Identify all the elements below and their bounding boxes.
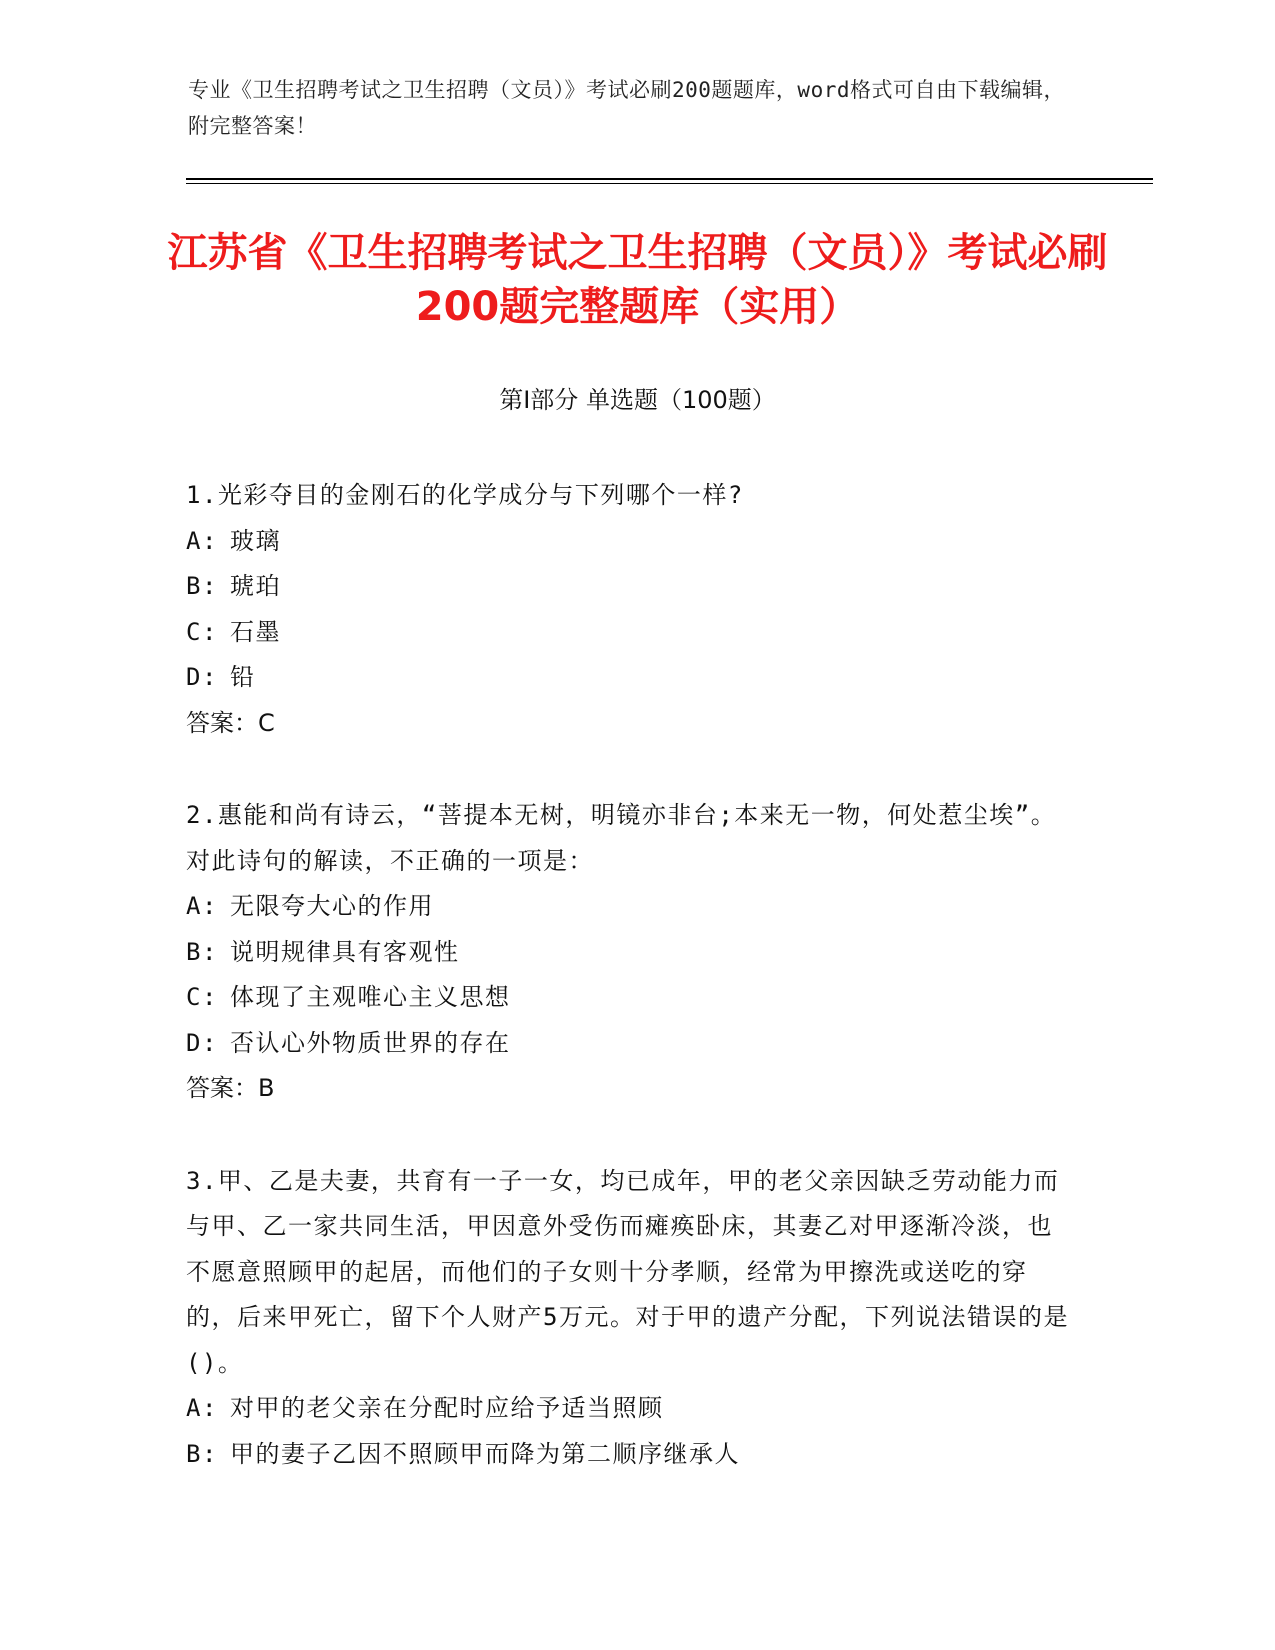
- option-d: [186, 655, 1071, 701]
- option-text: 铅: [230, 663, 256, 691]
- question-3: [186, 1159, 1071, 1478]
- option-letter: D:: [186, 663, 218, 691]
- option-a: [186, 519, 1071, 565]
- option-text: 甲的妻子乙因不照顾甲而降为第二顺序继承人: [230, 1439, 740, 1468]
- option-c: [186, 975, 1071, 1021]
- option-d: [186, 1021, 1071, 1067]
- answer-line: 答案：C: [186, 708, 275, 737]
- option-text: 体现了主观唯心主义思想: [230, 983, 511, 1011]
- question-stem: 1.光彩夺目的金刚石的化学成分与下列哪个一样?: [186, 481, 744, 509]
- option-b: [186, 1432, 1071, 1478]
- option-a: [186, 1386, 1071, 1432]
- option-b: [186, 930, 1071, 976]
- option-text: 玻璃: [230, 526, 281, 555]
- option-letter: D:: [186, 1028, 218, 1057]
- option-letter: A:: [186, 892, 218, 920]
- answer-line: 答案：B: [186, 1074, 275, 1102]
- question-stem: 3.甲、乙是夫妻，共育有一子一女，均已成年，甲的老父亲因缺乏劳动能力而与甲、乙一家共同生活，甲因意外受伤而瘫痪卧床，其妻乙对甲逐渐冷淡，也不愿意照顾甲的起居，而他们的子女则十分孝顺，经常为甲擦洗或送吃的穿的，后来甲死亡，留下个人财产5万元。对于甲的遗产分配，下列说法错误的是()。: [186, 1166, 1069, 1377]
- option-text: 对甲的老父亲在分配时应给予适当照顾: [230, 1394, 664, 1422]
- option-text: 否认心外物质世界的存在: [230, 1028, 511, 1057]
- question-list: [186, 473, 1071, 1524]
- option-text: 无限夸大心的作用: [230, 892, 434, 920]
- option-letter: A:: [186, 526, 218, 555]
- option-letter: B:: [186, 937, 218, 966]
- section-title: 第Ⅰ部分 单选题（100题）: [499, 386, 776, 414]
- option-letter: B:: [186, 572, 218, 600]
- option-c: [186, 610, 1071, 656]
- option-text: 说明规律具有客观性: [230, 937, 460, 966]
- question-stem: 2.惠能和尚有诗云，“菩提本无树，明镜亦非台;本来无一物，何处惹尘埃”。对此诗句的解读，不正确的一项是：: [186, 801, 1057, 875]
- header-rule-thick: [186, 178, 1153, 180]
- document-title: 江苏省《卫生招聘考试之卫生招聘（文员）》考试必刷200题完整题库（实用）: [167, 230, 1108, 330]
- option-text: 琥珀: [230, 572, 281, 600]
- option-letter: B:: [186, 1439, 218, 1468]
- option-letter: C:: [186, 983, 218, 1011]
- option-b: [186, 564, 1071, 610]
- question-2: [186, 793, 1071, 1112]
- question-1: [186, 473, 1071, 746]
- option-a: [186, 884, 1071, 930]
- header-rule-thin: [186, 183, 1153, 184]
- header-note: 专业《卫生招聘考试之卫生招聘（文员）》考试必刷200题题库，word格式可自由下载编辑，附完整答案！: [188, 78, 1065, 138]
- option-text: 石墨: [230, 617, 281, 646]
- option-letter: C:: [186, 617, 218, 646]
- option-letter: A:: [186, 1394, 218, 1422]
